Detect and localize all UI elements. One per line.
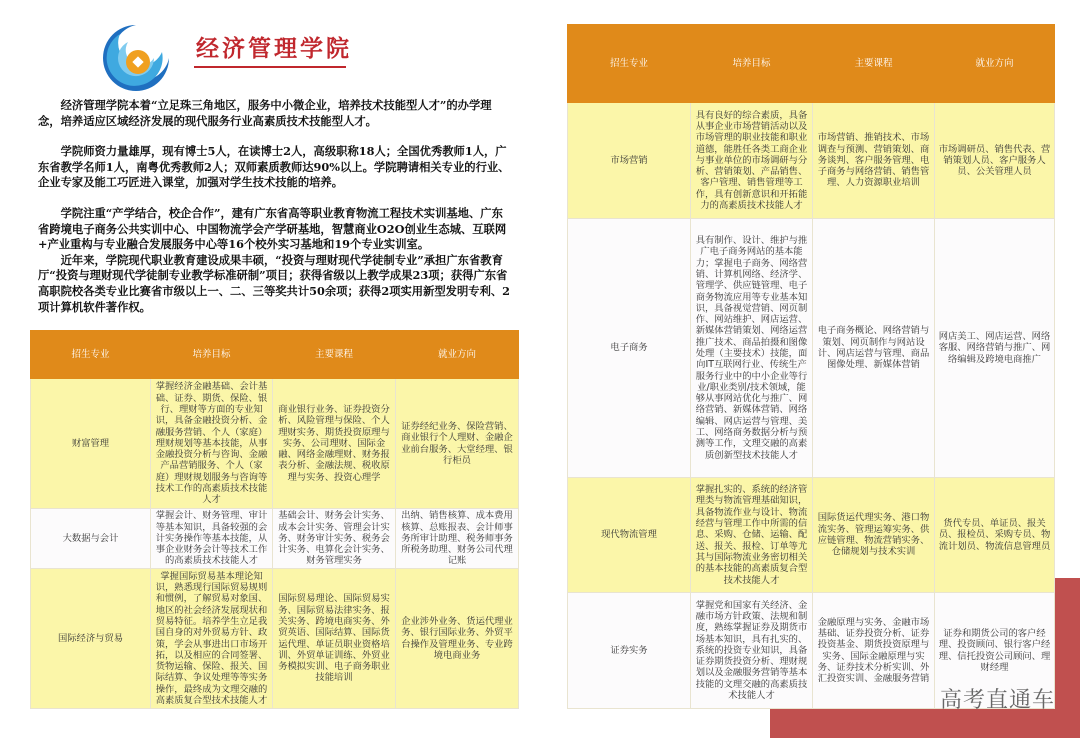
courses-cell: 市场营销、推销技术、市场调查与预测、营销策划、商务谈判、客户服务管理、电子商务与网络营销、销售管理、人力资源职业培训 [813,103,935,219]
programs-table-left [30,330,519,709]
table-header-row [568,25,1055,103]
column-header: 主要课程 [273,331,396,379]
table-row [31,379,519,509]
courses-cell: 基础会计、财务会计实务、成本会计实务、管理会计实务、财务审计实务、税务会计实务、电算化会计实务、财务管理实务 [273,509,396,569]
page-title: 经济管理学院 [196,35,352,62]
table-row [568,478,1055,593]
courses-cell: 电子商务概论、网络营销与策划、网页制作与网站设计、网店运营与管理、商品图像处理、新媒体营销 [813,219,935,478]
major-cell: 国际经济与贸易 [31,569,151,709]
jobs-cell: 证券经纪业务、保险营销、商业银行个人理财、金融企业前台服务、大堂经理、银行柜员 [396,379,519,509]
goal-cell: 具有良好的综合素质，具备从事企业市场营销活动以及市场管理的职业技能和职业道德，能胜任各类工商企业与事业单位的市场调研与分析、营销策划、产品销售、客户管理、销售管理等工作，具有创新意识和开拓能力的高素质技术技能人才 [691,103,813,219]
major-cell: 大数据与会计 [31,509,151,569]
intro-paragraph: 学院师资力量雄厚，现有博士5人，在读博士2人，高级职称18人；全国优秀教师1人，广东省教学名师1人，南粤优秀教师2人；双师素质教师达90%以上。学院聘请相关专业的行业、企业专家及能工巧匠进入课堂，加强对学生技术技能的培养。 [38,144,510,190]
column-header: 培养目标 [691,25,813,103]
column-header: 就业方向 [935,25,1055,103]
major-cell: 证券实务 [568,593,691,709]
column-header: 培养目标 [151,331,273,379]
column-header: 招生专业 [568,25,691,103]
jobs-cell: 网店美工、网店运营、网络客服、网络营销与推广、网络编辑及跨境电商推广 [935,219,1055,478]
major-cell: 财富管理 [31,379,151,509]
courses-cell: 金融原理与实务、金融市场基础、证券投资分析、证券投资基金、期货投资原理与实务、国际金融原理与实务、证券技术分析实训、外汇投资实训、金融服务营销 [813,593,935,709]
goal-cell: 掌握会计、财务管理、审计等基本知识，具备较强的会计实务操作等基本技能，从事企业财务会计等技术工作的高素质技术技能人才 [151,509,273,569]
goal-cell: 掌握扎实的、系统的经济管理类与物流管理基础知识，具备物流作业与设计、物流经营与管理工作中所需的信息、采购、仓储、运输、配送、报关、报检、订单等尤其与国际物流业务密切相关的基本技能的高素质复合型技术技能人才 [691,478,813,593]
intro-paragraph: 近年来，学院现代职业教育建设成果丰硕，“投资与理财现代学徒制专业”承担广东省教育厅“投资与理财现代学徒制专业教学标准研制”项目；获得省级以上教学成果23项；获得广东省高职院校各类专业比赛省市级以上一、二、三等奖共计50余项；获得2项实用新型发明专利、2项计算机软件著作权。 [38,252,511,314]
column-header: 招生专业 [31,331,151,379]
major-cell: 市场营销 [568,103,691,219]
courses-cell: 国际贸易理论、国际贸易实务、国际贸易法律实务、报关实务、跨境电商实务、外贸英语、国际结算、国际货运代理、单证员职业资格培训、外贸单证训练、外贸业务模拟实训、电子商务职业技能培训 [273,569,396,709]
college-logo-icon [100,22,172,94]
jobs-cell: 企业涉外业务、货运代理业务、银行国际业务、外贸平台操作及管理业务、专业跨境电商业务 [396,569,519,709]
goal-cell: 掌握党和国家有关经济、金融市场方针政策、法规和制度，熟练掌握证券及期货市场基本知识，具有扎实的、系统的投资专业知识，具备证券期货投资分析、理财规划以及金融服务营销等基本技能的文理交融的高素质技术技能人才 [691,593,813,709]
column-header: 主要课程 [813,25,935,103]
table-row [31,569,519,709]
title-underline [194,66,346,68]
goal-cell: 掌握经济金融基础、会计基础、证券、期货、保险、银行、理财等方面的专业知识，具备金融投资分析、金融服务营销、个人（家庭）理财规划等基本技能，从事金融投资分析与咨询、金融产品营销服务、个人（家庭）理财规划服务与咨询等技术工作的高素质技术技能人才 [151,379,273,509]
courses-cell: 国际货运代理实务、港口物流实务、管理运筹实务、供应链管理、物流营销实务、仓储规划与技术实训 [813,478,935,593]
goal-cell: 掌握国际贸易基本理论知识，熟悉现行国际贸易规则和惯例，了解贸易对象国、地区的社会经济发展现状和贸易特征。培养学生立足我国自身的对外贸易方针、政策，学会从事进出口市场开拓，以及相应的合同签署、货物运输、保险、报关、国际结算、争议处理等等实务操作，最终成为文理交融的高素质复合型技术技能人才 [151,569,273,709]
intro-paragraph: 学院注重“产学结合，校企合作”，建有广东省高等职业教育物流工程技术实训基地、广东省跨境电子商务公共实训中心、中国物流学会产学研基地，智慧商业O2O创业生态城、互联网+产业重构与专业融合发展服务中心等16个校外实习基地和19个专业实训室。 [38,205,507,252]
programs-table-right [567,24,1055,709]
table-row [568,103,1055,219]
jobs-cell: 出纳、销售核算、成本费用核算、总账报表、会计师事务所审计助理、税务师事务所税务助理、财务公司代理记账 [396,509,519,569]
column-header: 就业方向 [396,331,519,379]
major-cell: 电子商务 [568,219,691,478]
jobs-cell: 证券和期货公司的客户经理、投资顾问、银行客户经理、信托投资公司顾问、理财经理 [935,593,1055,709]
jobs-cell: 货代专员、单证员、报关员、报检员、采购专员、物流计划员、物流信息管理员 [935,478,1055,593]
goal-cell: 具有制作、设计、维护与推广电子商务网站的基本能力；掌握电子商务、网络营销、计算机网络、经济学、管理学、供应链管理、电子商务物流应用等专业基本知识，具备视觉营销、网页制作、网站维护、网店运营、新媒体营销策划、网络运营推广技术、商品拍摄和图像处理（主要技术）技能，面向IT互联网行业、传统生产服务行业中的中小企业等行业/职业类别/技术领域，能够从事网站优化与推广、网络营销、新媒体营销、网络编辑、网店运营与管理、美工、网络商务数据分析与预测等工作，文理交融的高素质创新型技术技能人才 [691,219,813,478]
table-header-row [31,331,519,379]
jobs-cell: 市场调研员、销售代表、营销策划人员、客户服务人员、公关管理人员 [935,103,1055,219]
watermark: 高考直通车 [940,688,1056,713]
intro-text [38,98,513,315]
intro-paragraph: 经济管理学院本着“立足珠三角地区，服务中小微企业，培养技术技能型人才”的办学理念，培养适应区域经济发展的现代服务行业高素质技术技能型人才。 [38,98,492,128]
courses-cell: 商业银行业务、证券投资分析、风险管理与保险、个人理财实务、期货投资原理与实务、公司理财、国际金融、网络金融理财、财务报表分析、金融法规、税收原理与实务、投资心理学 [273,379,396,509]
table-row [568,219,1055,478]
major-cell: 现代物流管理 [568,478,691,593]
table-row [31,509,519,569]
